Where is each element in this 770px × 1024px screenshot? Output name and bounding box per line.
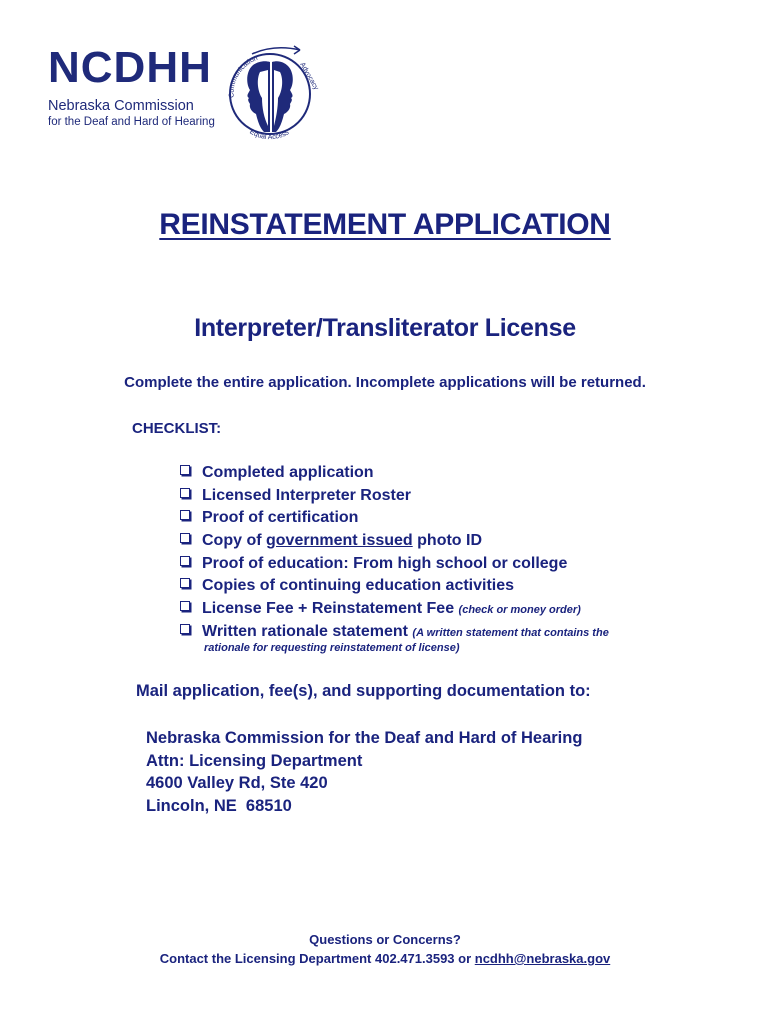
- page-title: REINSTATEMENT APPLICATION: [159, 208, 611, 241]
- logo-line-1: Nebraska Commission: [48, 98, 194, 114]
- ncdhh-logo: [44, 42, 324, 142]
- checkbox-icon: [180, 465, 190, 475]
- checklist-item-label: Copies of continuing education activities: [202, 577, 515, 595]
- mail-heading: Mail application, fee(s), and supporting documentation to:: [136, 682, 591, 700]
- emblem-word-communication: Communication: [228, 54, 259, 98]
- logo-acronym: NCDHH: [48, 43, 212, 92]
- checklist-item: [180, 530, 720, 553]
- page-subtitle: Interpreter/Transliterator License: [194, 314, 576, 342]
- checklist-item-suffix: photo ID: [412, 532, 483, 550]
- logo-line-2: for the Deaf and Hard of Hearing: [48, 116, 215, 128]
- mailing-address: [146, 727, 582, 817]
- checklist-item-label: License Fee + Reinstatement Fee: [202, 600, 459, 618]
- checklist-item: [180, 621, 720, 644]
- checklist-heading: CHECKLIST:: [132, 420, 222, 437]
- checklist-item-label: Licensed Interpreter Roster: [202, 486, 411, 504]
- checklist-item: [180, 462, 720, 485]
- logo-emblem-icon: [216, 42, 320, 142]
- address-line: Lincoln, NE 68510: [146, 796, 292, 815]
- checklist-item-note: (check or money order): [458, 604, 581, 617]
- footer-contact: [0, 949, 770, 968]
- checklist-item-label: Written rationale statement: [202, 622, 413, 640]
- emblem-word-advocacy: Advocacy: [298, 61, 320, 92]
- checkbox-icon: [180, 488, 190, 498]
- checklist-item-label: Proof of education: From high school or college: [202, 554, 568, 572]
- checklist-item: [180, 507, 720, 530]
- checklist-item: [180, 575, 720, 598]
- footer-contact-text: Contact the Licensing Department 402.471.3593 or: [159, 951, 475, 966]
- checkbox-icon: [180, 624, 190, 634]
- emblem-word-equal-access: Equal Access: [248, 128, 291, 142]
- checklist-item: [180, 553, 720, 576]
- checklist-item-label: Proof of certification: [202, 509, 359, 527]
- footer-question: Questions or Concerns?: [309, 932, 461, 947]
- checklist-item-note-continued: rationale for requesting reinstatement of license): [204, 642, 460, 654]
- checklist-item-label: Completed application: [202, 464, 374, 481]
- checkbox-icon: [180, 533, 190, 543]
- address-line: Nebraska Commission for the Deaf and Hard of Hearing: [146, 729, 583, 747]
- checklist-item: [180, 598, 720, 621]
- address-line: Attn: Licensing Department: [146, 751, 363, 770]
- checkbox-icon: [180, 510, 190, 520]
- checklist: [180, 462, 720, 644]
- address-line: 4600 Valley Rd, Ste 420: [146, 774, 328, 792]
- checklist-item-underlined: government issued: [266, 532, 413, 550]
- checkbox-icon: [180, 601, 190, 611]
- checkbox-icon: [180, 556, 190, 566]
- checklist-item: [180, 485, 720, 508]
- checklist-item-note: (A written statement that contains the: [412, 626, 609, 639]
- footer: [0, 930, 770, 968]
- email-link[interactable]: ncdhh@nebraska.gov: [474, 951, 611, 966]
- checkbox-icon: [180, 578, 190, 588]
- instruction-text: Complete the entire application. Incomplete applications will be returned.: [124, 374, 646, 391]
- checklist-item-prefix: Copy of: [202, 532, 266, 550]
